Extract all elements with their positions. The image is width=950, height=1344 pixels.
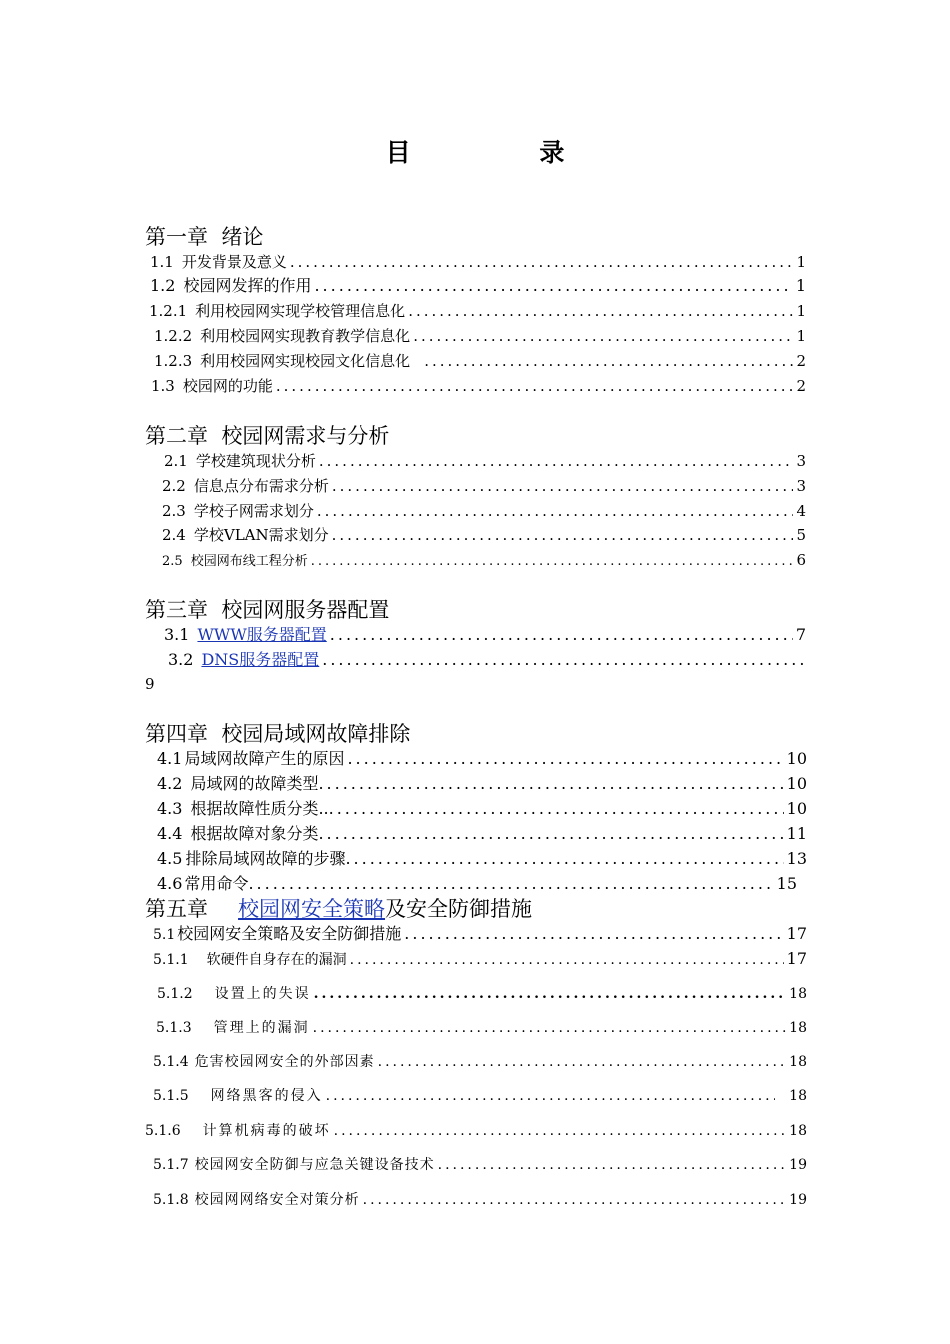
toc-entry[interactable] (157, 747, 807, 771)
toc-entry[interactable] (157, 772, 807, 796)
entry-number: 4.3 (157, 799, 183, 818)
leader-dots (438, 1153, 787, 1177)
entry-page: 1 (796, 302, 806, 320)
entry-title: 校园网的功能 (182, 377, 273, 395)
entry-title: 学校子网需求划分 (193, 502, 314, 520)
chapter-title: 校园网需求与分析 (221, 424, 390, 448)
chapter-title-link[interactable]: 校园网安全策略 (238, 897, 386, 921)
chapter-heading (145, 224, 263, 250)
entry-title: 学校建筑现状分析 (195, 452, 316, 470)
entry-number: 1.2.1 (149, 302, 188, 320)
entry-page: 4 (796, 502, 806, 520)
chapter-label: 第三章 (145, 598, 208, 622)
entry-number: 1.2 (150, 276, 176, 295)
entry-title: 开发背景及意义 (181, 253, 287, 271)
entry-page: 13 (786, 849, 807, 868)
entry-page: 18 (789, 1123, 807, 1139)
entry-page: 6 (796, 551, 806, 569)
toc-entry[interactable] (153, 922, 807, 946)
entry-number: 5.1.3 (156, 1020, 192, 1036)
entry-title: 校园网布线工程分析 (190, 554, 308, 569)
leader-dots (276, 374, 794, 398)
entry-title: 校园网安全策略及安全防御措施 (177, 924, 402, 943)
entry-page: 18 (789, 1088, 807, 1104)
leader-dots (314, 274, 792, 298)
entry-page: 18 (789, 1020, 807, 1036)
leader-dots (330, 623, 793, 647)
leader-dots (347, 747, 783, 771)
toc-entry[interactable] (154, 349, 806, 373)
toc-entry[interactable] (153, 1050, 807, 1074)
toc-entry[interactable] (151, 374, 806, 398)
entry-number: 5.1.5 (153, 1088, 189, 1104)
leader-dots (290, 250, 794, 274)
entry-number: 5.1.2 (157, 986, 193, 1002)
entry-number: 2.2 (162, 477, 186, 495)
entry-page: 1 (796, 253, 806, 271)
chapter-title: 校园局域网故障排除 (221, 722, 411, 746)
leader-dots (317, 499, 794, 523)
entry-number: 2.3 (162, 502, 186, 520)
entry-page: 18 (789, 1054, 807, 1070)
entry-page: 17 (786, 949, 807, 968)
toc-entry[interactable] (153, 1188, 807, 1212)
entry-number: 5.1.4 (153, 1054, 189, 1070)
entry-number: 4.2 (157, 774, 183, 793)
entry-title: 管理上的漏洞 (213, 1020, 310, 1036)
toc-entry[interactable] (153, 947, 807, 971)
entry-title: 根据故障性质分类... (190, 799, 334, 818)
entry-title: 校园网发挥的作用 (183, 276, 312, 295)
leader-dots (327, 772, 784, 796)
entry-title: 利用校园网实现校园文化信息化 (200, 352, 411, 370)
chapter-label: 第一章 (145, 225, 208, 249)
leader-dots (257, 872, 774, 896)
leader-dots (326, 1084, 776, 1108)
entry-number: 4.4 (157, 824, 183, 843)
leader-dots (334, 1119, 787, 1143)
chapter-label: 第二章 (145, 424, 208, 448)
entry-page: 10 (786, 749, 807, 768)
entry-page: 3 (796, 452, 806, 470)
chapter-title: 绪论 (221, 225, 264, 249)
toc-entry[interactable] (145, 1119, 807, 1143)
leader-dots (322, 648, 807, 672)
toc-entry[interactable] (149, 299, 806, 323)
entry-page: 2 (796, 352, 806, 370)
toc-entry[interactable] (162, 548, 806, 572)
leader-dots (354, 847, 784, 871)
entry-number: 1.2.2 (154, 327, 193, 345)
entry-title: 利用校园网实现学校管理信息化 (195, 302, 406, 320)
entry-number: 2.5 (162, 554, 183, 569)
entry-page: 10 (786, 799, 807, 818)
entry-title: 信息点分布需求分析 (193, 477, 329, 495)
entry-number: 1.2.3 (154, 352, 193, 370)
entry-number: 5.1.6 (145, 1123, 181, 1139)
toc-entry[interactable] (157, 982, 807, 1006)
chapter-heading (145, 597, 389, 623)
chapter-heading (145, 423, 389, 449)
entry-title: 局域网的故障类型. (190, 774, 324, 793)
entry-number: 1.1 (150, 253, 174, 271)
entry-title-link[interactable]: WWW服务器配置 (197, 625, 327, 644)
toc-entry[interactable] (164, 449, 806, 473)
chapter-label: 第五章 (145, 897, 208, 921)
leader-dots (332, 474, 794, 498)
entry-number: 4.6 (157, 874, 183, 893)
toc-entry[interactable] (150, 274, 806, 298)
entry-title: 局域网故障产生的原因 (184, 749, 345, 768)
entry-page: 1 (796, 327, 806, 345)
toc-entry[interactable] (162, 474, 806, 498)
entry-title: 计算机病毒的破坏 (202, 1123, 331, 1139)
entry-number: 2.1 (164, 452, 188, 470)
entry-page: 18 (789, 986, 807, 1002)
entry-page: 1 (795, 276, 806, 295)
leader-dots (337, 797, 784, 821)
leader-dots (424, 349, 793, 373)
leader-dots (313, 1016, 787, 1040)
leader-dots (332, 523, 794, 547)
toc-entry[interactable] (162, 499, 806, 523)
entry-title: 设置上的失误 (214, 986, 311, 1002)
entry-title: 校园网网络安全对策分析 (194, 1192, 360, 1208)
entry-number: 1.3 (151, 377, 175, 395)
entry-page: 17 (786, 924, 807, 943)
chapter-heading (145, 896, 532, 922)
entry-number: 3.1 (164, 625, 190, 644)
entry-page: 2 (796, 377, 806, 395)
leader-dots (408, 299, 793, 323)
entry-page: 9 (145, 675, 155, 693)
toc-entry[interactable] (162, 523, 806, 547)
entry-title: 排除局域网故障的步骤. (185, 849, 351, 868)
entry-title: 根据故障对象分类. (190, 824, 324, 843)
entry-page: 19 (789, 1192, 807, 1208)
entry-number: 4.5 (157, 849, 183, 868)
entry-title: 利用校园网实现教育教学信息化 (200, 327, 411, 345)
entry-title: 危害校园网安全的外部因素 (194, 1054, 375, 1070)
leader-dots (319, 449, 794, 473)
toc-entry[interactable] (156, 1016, 807, 1040)
entry-page: 15 (776, 874, 797, 893)
toc-entry[interactable] (157, 872, 797, 896)
chapter-title: 及安全防御措施 (385, 897, 533, 921)
toc-entry[interactable] (150, 250, 806, 274)
entry-number: 2.4 (162, 526, 186, 544)
toc-entry[interactable] (153, 1084, 807, 1108)
entry-number: 4.1 (157, 749, 183, 768)
entry-page: 3 (796, 477, 806, 495)
entry-number: 5.1.8 (153, 1192, 189, 1208)
entry-title: 网络黑客的侵入 (210, 1088, 323, 1104)
leader-dots (327, 822, 784, 846)
entry-title: 学校VLAN需求划分 (193, 526, 329, 544)
entry-number: 3.2 (168, 650, 194, 669)
toc-entry[interactable] (164, 623, 806, 647)
entry-title-link[interactable]: DNS服务器配置 (201, 650, 320, 669)
toc-entry[interactable] (168, 648, 810, 672)
leader-dots (350, 948, 784, 971)
page-title: 目 录 (385, 138, 625, 167)
entry-page: 7 (795, 625, 806, 644)
toc-entry[interactable] (153, 1153, 807, 1177)
leader-dots (404, 922, 783, 946)
toc-entry[interactable] (157, 822, 807, 846)
chapter-title: 校园网服务器配置 (221, 598, 390, 622)
leader-dots (413, 324, 793, 348)
chapter-heading (145, 721, 410, 747)
toc-entry[interactable] (157, 847, 807, 871)
entry-number: 5.1.7 (153, 1157, 189, 1173)
chapter-label: 第四章 (145, 722, 208, 746)
entry-title: 软硬件自身存在的漏洞 (206, 952, 347, 968)
entry-number: 5.1 (153, 927, 176, 943)
leader-dots (378, 1050, 787, 1074)
toc-entry[interactable] (157, 797, 807, 821)
leader-dots (311, 550, 794, 572)
entry-page: 5 (796, 526, 806, 544)
entry-page: 11 (786, 824, 807, 843)
toc-entry[interactable] (154, 324, 806, 348)
leader-dots (314, 982, 787, 1006)
entry-page: 10 (786, 774, 807, 793)
entry-number: 5.1.1 (153, 952, 189, 968)
entry-page: 19 (789, 1157, 807, 1173)
entry-title: 常用命令. (184, 874, 254, 893)
leader-dots (363, 1188, 787, 1212)
entry-title: 校园网安全防御与应急关键设备技术 (194, 1157, 435, 1173)
